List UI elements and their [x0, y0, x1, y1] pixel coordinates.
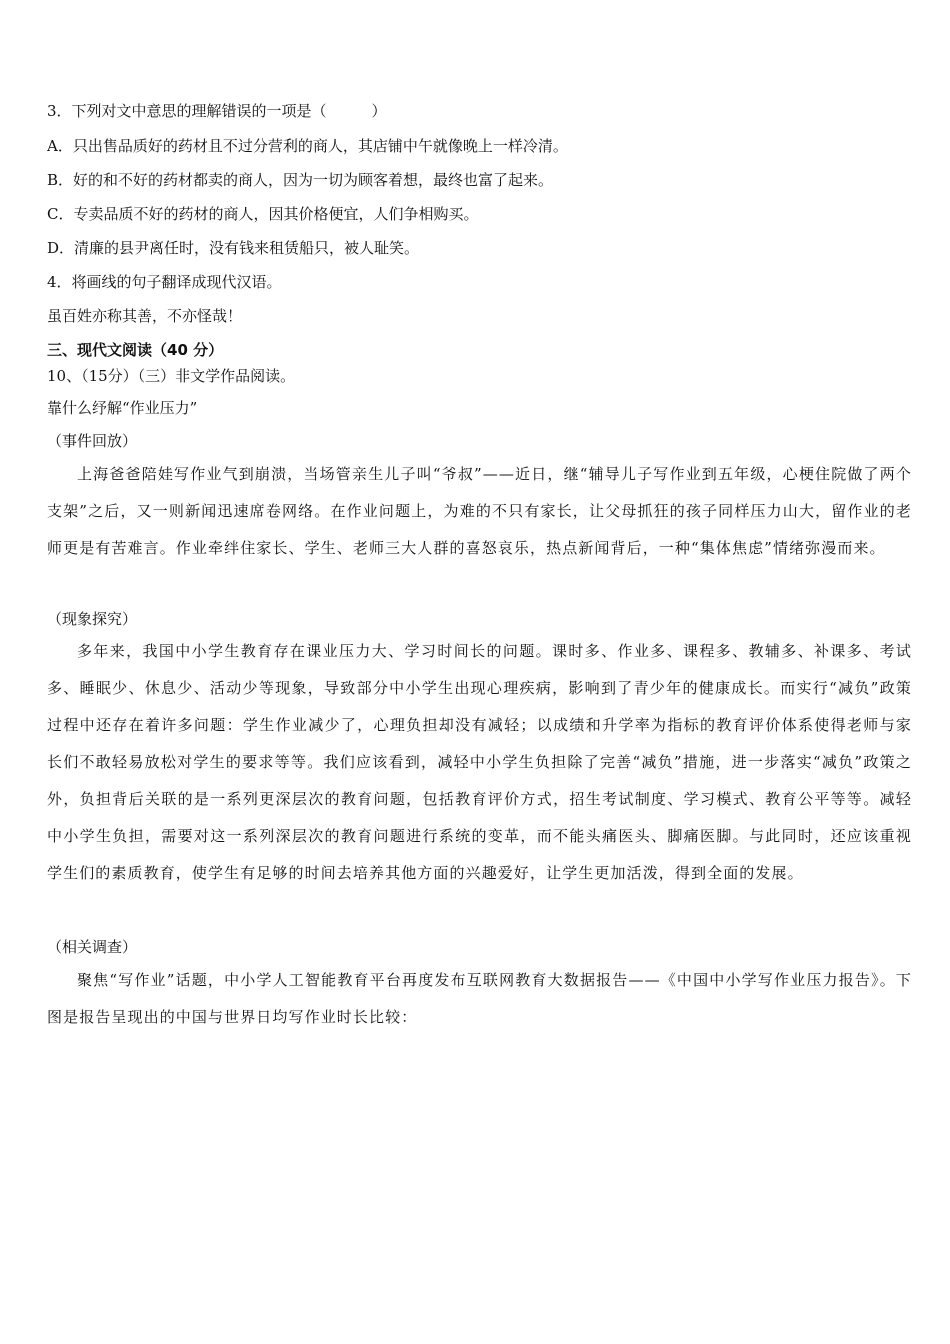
paragraph-phenomenon: 多年来，我国中小学生教育存在课业压力大、学习时间长的问题。课时多、作业多、课程多、教辅多、补课多、考试多、睡眠少、休息少、活动少等现象，导致部分中小学生出现心理疾病，影响到了青少年的健康成长。而实行“减负”政策过程中还存在着许多问题：学生作业减少了，心理负担却没有减轻；以成绩和升学率为指标的教育评价体系使得老师与家长们不敢轻易放松对学生的要求等等。我们应该看到，减轻中小学生负担除了完善“减负”措施，进一步落实“减负”政策之外，负担背后关联的是一系列更深层次的教育问题，包括教育评价方式，招生考试制度、学习模式、教育公平等等。减轻中小学生负担，需要对这一系列深层次的教育问题进行系统的变革，而不能头痛医头、脚痛医脚。与此同时，还应该重视学生们的素质教育，使学生有足够的时间去培养其他方面的兴趣爱好，让学生更加活泼，得到全面的发展。 — [47, 642, 912, 882]
question-3-option-d: D．清廉的县尹离任时，没有钱来租赁船只，被人耻笑。 — [47, 239, 420, 257]
question-3-option-b: B．好的和不好的药材都卖的商人，因为一切为顾客着想，最终也富了起来。 — [47, 171, 554, 189]
question-4-sentence: 虽百姓亦称其善，不亦怪哉！ — [47, 307, 243, 325]
question-3-stem: 3．下列对文中意思的理解错误的一项是（ ） — [47, 102, 387, 120]
subsection-label-event-replay: （事件回放） — [47, 432, 138, 450]
section-3-heading: 三、现代文阅读（40 分） — [47, 341, 224, 359]
article-title: 靠什么纾解“作业压力” — [47, 399, 198, 417]
question-4-stem: 4．将画线的句子翻译成现代汉语。 — [47, 273, 282, 291]
paragraph-survey: 聚焦“写作业”话题，中小学人工智能教育平台再度发布互联网教育大数据报告——《中国中小学写作业压力报告》。下图是报告呈现出的中国与世界日均写作业时长比较： — [47, 971, 912, 1026]
question-3-option-c: C．专卖品质不好的药材的商人，因其价格便宜，人们争相购买。 — [47, 205, 479, 223]
question-3-option-a: A．只出售品质好的药材且不过分营利的商人，其店铺中午就像晚上一样冷清。 — [47, 137, 568, 155]
paragraph-event-replay: 上海爸爸陪娃写作业气到崩溃，当场管亲生儿子叫“爷叔”——近日，继“辅导儿子写作业到五年级，心梗住院做了两个支架”之后，又一则新闻迅速席卷网络。在作业问题上，为难的不只有家长，让父母抓狂的孩子同样压力山大，留作业的老师更是有苦难言。作业牵绊住家长、学生、老师三大人群的喜怒哀乐，热点新闻背后，一种“集体焦虑”情绪弥漫而来。 — [47, 465, 912, 557]
subsection-label-survey: （相关调查） — [47, 938, 138, 956]
question-10-intro: 10、（15分）（三）非文学作品阅读。 — [47, 367, 296, 385]
subsection-label-phenomenon: （现象探究） — [47, 610, 138, 628]
